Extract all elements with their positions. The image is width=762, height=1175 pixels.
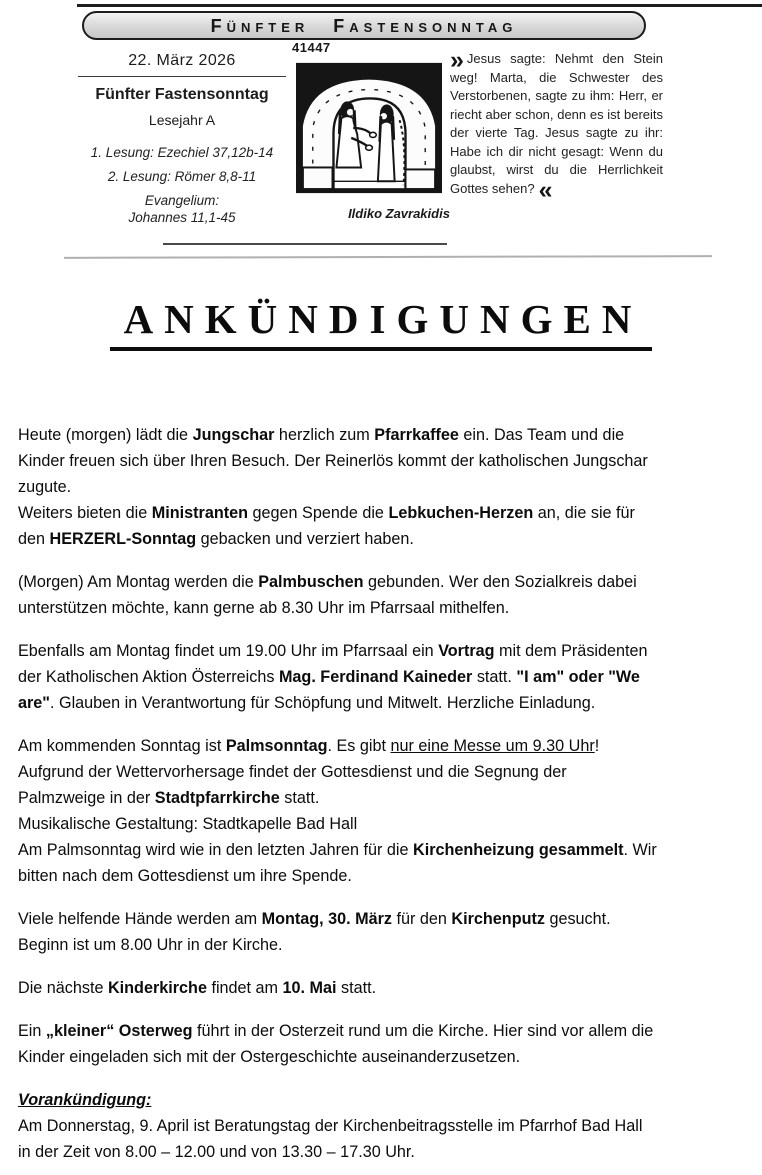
tomb-illustration-image	[296, 62, 442, 194]
caption-divider	[163, 243, 447, 245]
announcement-palmbuschen: (Morgen) Am Montag werden die Palmbuschen gebunden. Wer den Sozialkreis dabei unterstützen möchte, kann gerne ab 8.30 Uhr im Pfarrsaal mithelfen.	[18, 573, 637, 617]
clipping-bottom-edge	[64, 255, 712, 258]
gospel-label: Evangelium:	[144, 193, 220, 208]
close-quote-mark-icon: «	[538, 175, 551, 204]
illustration-number: 41447	[292, 40, 331, 55]
announcement-pfarrkaffee: Heute (morgen) lädt die Jungschar herzlich zum Pfarrkaffee ein. Das Team und die Kinder freuen sich über Ihren Besuch. Der Reinerlös kommt der katholischen Jungschar zugute.	[18, 426, 648, 496]
gospel-quote	[450, 46, 663, 204]
announcement-vortrag: Ebenfalls am Montag findet um 19.00 Uhr im Pfarrsaal ein Vortrag mit dem Präsidenten der Katholischen Aktion Österreichs Mag. Ferdinand Kaineder statt. "I am" oder "We are". Glauben in Verantwortung für Schöpfung und Mitwelt. Herzliche Einladung.	[18, 642, 648, 712]
announcement-ministranten: Weiters bieten die Ministranten gegen Spende die Lebkuchen-Herzen an, die sie für den HERZERL-Sonntag gebacken und verziert haben.	[18, 504, 635, 548]
announcements-body	[18, 422, 744, 1165]
date-underline	[78, 76, 286, 77]
page-title: ANKÜNDIGUNGEN	[110, 297, 653, 351]
date-label: 22. März 2026	[128, 52, 236, 69]
gospel-reference: Johannes 11,1-45	[128, 210, 236, 225]
announcement-kirchenputz: Viele helfende Hände werden am Montag, 30. März für den Kirchenputz gesucht. Beginn ist um 8.00 Uhr in der Kirche.	[18, 910, 611, 954]
vorankuendigung-heading: Vorankündigung:	[18, 1091, 152, 1109]
open-quote-mark-icon: »	[450, 46, 462, 74]
title-wrap	[0, 297, 762, 351]
masthead-info	[78, 52, 286, 225]
lectionary-label: Lesejahr A	[148, 112, 216, 128]
gospel-quote-block	[450, 46, 663, 204]
banner-word-2: FASTENSONNTAG	[333, 15, 518, 36]
vorankuendigung-text: Am Donnerstag, 9. April ist Beratungstag der Kirchenbeitragsstelle im Pfarrhof Bad Hall in der Zeit von 8.00 – 12.00 und von 13.30 – 17.30 Uhr.	[18, 1117, 643, 1161]
reading-item-2: 2. Lesung: Römer 8,8-11	[107, 169, 257, 184]
announcement-palmsonntag: Am kommenden Sonntag ist Palmsonntag. Es gibt nur eine Messe um 9.30 Uhr! Aufgrund der Wettervorhersage findet der Gottesdienst und die Segnung der Palmzweige in der Stadtpfarrkirche statt. Musikalische Gestaltung: Stadtkapelle Bad Hall Am Palmsonntag wird wie in den letzten Jahren für die Kirchenheizung gesammelt. Wir bitten nach dem Gottesdienst um ihre Spende.	[18, 737, 657, 885]
announcement-kinderkirche: Die nächste Kinderkirche findet am 10. Mai statt.	[18, 979, 377, 997]
masthead-banner	[82, 11, 646, 40]
announcement-osterweg: Ein „kleiner“ Osterweg führt in der Osterzeit rund um die Kirche. Hier sind vor allem die Kinder eingeladen sich mit der Ostergeschichte auseinanderzusetzen.	[18, 1022, 654, 1066]
gospel-quote-text: Jesus sagte: Nehmt den Stein weg! Marta, die Schwester des Verstorbenen, sagte zu ihm: Herr, er riecht aber schon, denn es ist bereits der vierte Tag. Jesus sagte zu ihr: Habe ich dir nicht gesagt: Wenn du glaubst, wirst du die Herrlichkeit Gottes sehen?	[450, 51, 663, 196]
sunday-title: Fünfter Fastensonntag	[95, 86, 269, 103]
illustration-caption: Ildiko Zavrakidis	[348, 206, 450, 221]
reading-item-1: 1. Lesung: Ezechiel 37,12b-14	[90, 145, 274, 160]
banner-word-1: FÜNFTER	[210, 15, 310, 36]
illustration-block	[288, 40, 454, 221]
readings-list	[78, 145, 286, 225]
clipping-top-edge	[77, 4, 762, 7]
